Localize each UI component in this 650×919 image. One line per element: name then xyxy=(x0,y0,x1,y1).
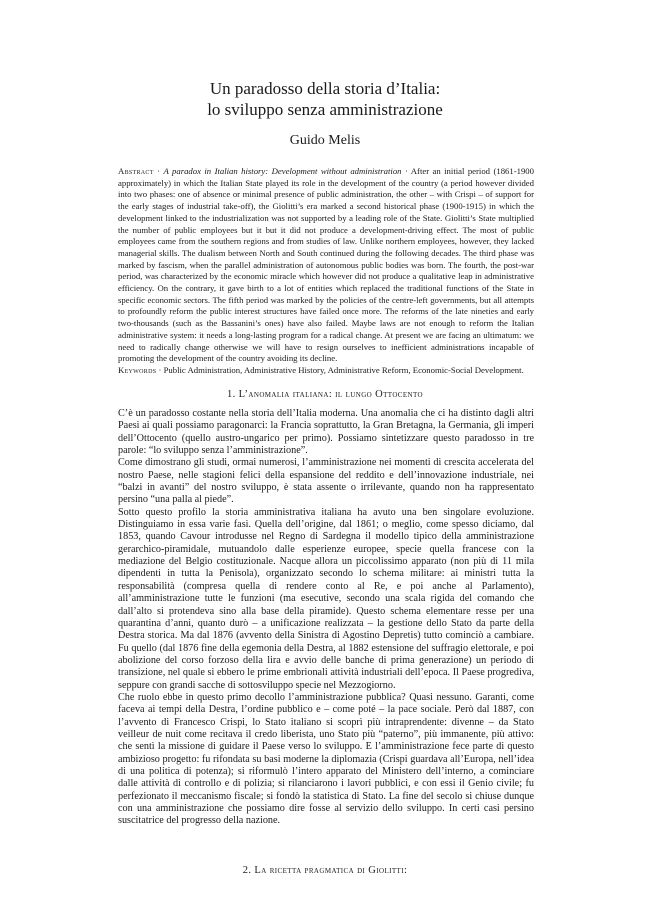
abstract-separator: · xyxy=(153,166,164,176)
keywords xyxy=(118,365,534,377)
abstract-label: Abstract xyxy=(118,166,154,176)
abstract-english-title: A paradox in Italian history: Development without administration xyxy=(163,166,402,176)
title-line-2: lo sviluppo senza amministrazione xyxy=(207,100,443,119)
title-line-1: Un paradosso della storia d’Italia: xyxy=(209,79,441,98)
paragraph-4: Che ruolo ebbe in questo primo decollo l’amministrazione pubblica? Quasi nessuno. Garanti, come faceva ai tempi della Destra, l’ordine pubblico e – come poté – la pace sociale. Però dal 1887, con l’avvento di Francesco Crispi, lo Stato italiano si scoprì più intraprendente: divenne – da Stato veilleur de nuit come recitava il credo liberista, uno Stato più “paterno”, più immanente, più attivo: che sentì la missione di guidare il Paese verso lo sviluppo. E l’amministrazione fece parte di questo ambizioso progetto: fu rifondata su basi moderne la diplomazia (Crispi guardava all’Europa, nell’idea di una politica di potenza); si riformulò l’intero apparato del Ministero dell’interno, a cominciare dalle attività di controllo e di polizia; si rilanciarono i lavori pubblici, e con essi il Genio civile; fu perfezionato il meccanismo fiscale; si fondò la statistica di Stato. La fine del secolo si chiuse dunque con una amministrazione che possiamo dire fosse al servizio dello sviluppo. In certi casi persino suscitatrice del progresso della nazione. xyxy=(118,691,534,827)
keywords-label: Keywords xyxy=(118,365,157,375)
paragraph-1: C’è un paradosso costante nella storia dell’Italia moderna. Una anomalia che ci ha distinto dagli altri Paesi ai quali possiamo paragonarci: la Francia soprattutto, la Gran Bretagna, la Germania, gli imperi dell’Ottocento (quello austro-ungarico per primo). Possiamo sintetizzare questo paradosso in tre parole: “lo sviluppo senza l’amministrazione”. xyxy=(118,408,534,457)
section-2-heading: 2. La ricetta pragmatica di Giolitti: xyxy=(242,865,408,876)
abstract-body: · After an initial period (1861-1900 approximately) in which the Italian State played its role in the development of the country (a period however divided into two phases: one of absence or minimal presence of public administration, the other – with Crispi – of support for the early stages of industrial take-off), the Giolitti’s era marked a second historical phase (1900-1915) in which the development linked to the industrialization was not supported by a leading role of the State. Giolitti’s State multiplied the number of public employees but it but it did not produce a development-driving effect. The most of public employees came from the southern regions and from studies of law. Unlike northern employees, however, they lacked managerial skills. The dualism between North and South continued during the following decades. The third phase was marked by fascism, when the parallel administration of autonomous public bodies was born. The fourth, the post-war period, was characterized by the economic miracle which however did not produce a qualitative leap in administrative efficiency. On the contrary, it gave birth to a lot of entities which replaced the traditional functions of the State in specific economic sectors. The fifth period was marked by the policies of the centre-left governments, but all attempts to profoundly reform the public interest structures have failed once more. The reforms of the late nineties and early two-thousands (such as the Bassanini’s ones) have also failed. Maybe laws are not enough to reform the Italian administrative system: it needs a long-lasting program for a radical change. At present we are facing an ultimatum: we need to radically change otherwise we will have to resign ourselves to inefficient administrations incapable of promoting the development of the country avoiding its decline. xyxy=(118,166,534,364)
section-1-heading: 1. L’anomalia italiana: il lungo Ottocento xyxy=(226,389,424,400)
paragraph-3: Sotto questo profilo la storia amministrativa italiana ha avuto una ben singolare evoluzione. Distinguiamo in essa varie fasi. Quella dell’origine, dal 1861; o meglio, come spesso diciamo, dal 1853, quando Cavour introdusse nel Regno di Sardegna il modello tipico della amministrazione gerarchico-piramidale, mutuandolo dalle esperienze europee, specie quella francese con la mediazione del Belgio costituzionale. Nacque allora un piccolissimo apparato (non più di 11 mila dipendenti in tutta la Penisola), organizzato secondo lo schema militare: ai ministri tutta la responsabilità (compresa quella di rendere conto al Re, e poi anche al Parlamento), all’amministrazione tutte le funzioni (ma esecutive, secondo una scala rigida del comando che dall’alto si protendeva sino alla base della piramide). Questo schema elementare resse per una quarantina d’anni, quanto durò – a unificazione realizzata – la gestione dello Stato da parte della Destra storica. Ma dal 1876 (avvento della Sinistra di Agostino Depretis) tutto cominciò a cambiare. Fu quello (dal 1876 fine della egemonia della Destra, al 1882 estensione del suffragio elettorale, e poi abolizione del corso forzoso della lira e avvio delle banche di prima generazione) un periodo di transizione, nel quale si ebbero le prime embrionali attività industriali dell’epoca. Il Paese progrediva, seppure con grandi sacche di sottosviluppo specie nel Mezzogiorno. xyxy=(118,506,534,691)
paper-title xyxy=(0,78,650,120)
abstract xyxy=(118,166,534,365)
section-1-body xyxy=(118,408,534,828)
keywords-body: · Public Administration, Administrative History, Administrative Reform, Economic-Social Development. xyxy=(156,365,524,375)
paragraph-2: Come dimostrano gli studi, ormai numerosi, l’amministrazione nei momenti di crescita accelerata del nostro Paese, nelle stagioni felici della espansione del reddito e dell’innovazione industriale, nei “balzi in avanti” del nostro sviluppo, è stata assente o irrilevante, quando non ha rappresentato persino “una palla al piede”. xyxy=(118,457,534,506)
author-name: Guido Melis xyxy=(289,133,361,148)
